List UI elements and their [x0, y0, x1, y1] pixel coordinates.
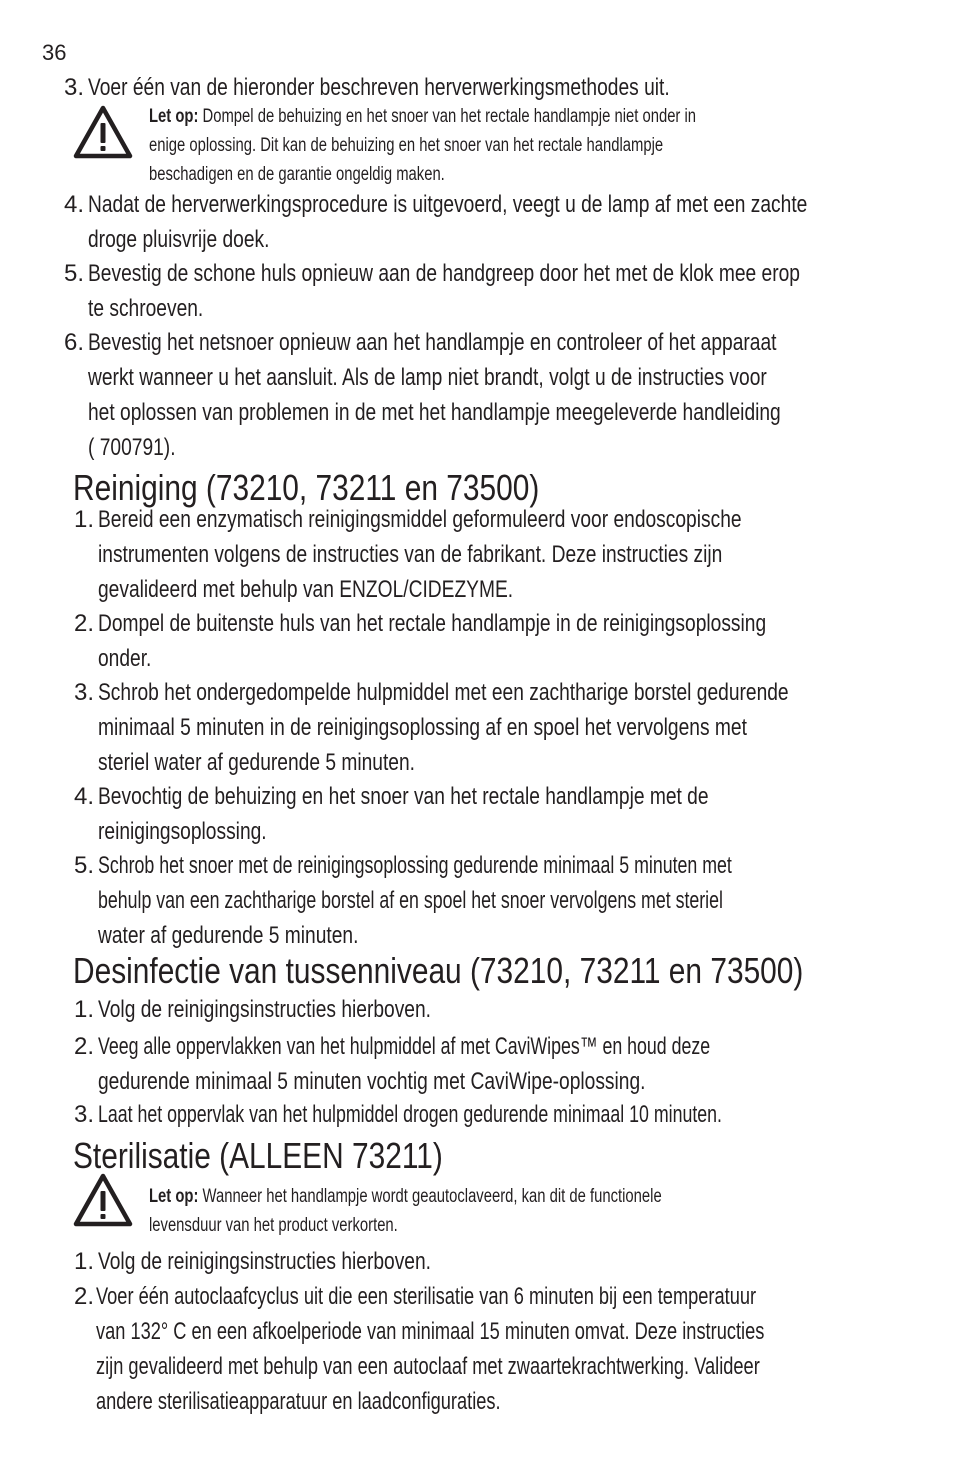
step-text: droge pluisvrije doek. — [88, 226, 270, 253]
step-number: 3. — [74, 679, 95, 706]
caution-text: enige oplossing. Dit kan de behuizing en het snoer van het rectale handlampje — [149, 135, 664, 156]
step-text: onder. — [98, 645, 152, 672]
caution-text: beschadigen en de garantie ongeldig maken. — [149, 164, 445, 185]
caution-text: Wanneer het handlampje wordt geautoclaveerd, kan dit de functionele — [202, 1186, 662, 1207]
step-text: werkt wanneer u het aansluit. Als de lamp niet brandt, volgt u de instructies voor — [88, 364, 767, 391]
step-text: Bereid een enzymatisch reinigingsmiddel geformuleerd voor endoscopische — [98, 506, 742, 533]
step-text: ( 700791). — [88, 434, 176, 461]
step-text: Bevochtig de behuizing en het snoer van het rectale handlampje met de — [98, 783, 709, 810]
step-text: Nadat de herverwerkingsprocedure is uitgevoerd, veegt u de lamp af met een zachte — [88, 191, 808, 218]
step-text: Voer één autoclaafcyclus uit die een sterilisatie van 6 minuten bij een temperatuur — [96, 1283, 757, 1310]
step-text: zijn gevalideerd met behulp van een autoclaaf met zwaartekrachtwerking. Valideer — [96, 1353, 760, 1380]
step-number: 2. — [74, 1033, 95, 1060]
step-text: Bevestig de schone huls opnieuw aan de handgreep door het met de klok mee erop — [88, 260, 800, 287]
step-number: 1. — [74, 1248, 95, 1275]
step-number: 4. — [64, 191, 85, 218]
step-text: Volg de reinigingsinstructies hierboven. — [98, 1248, 431, 1275]
step-text: Dompel de buitenste huls van het rectale handlampje in de reinigingsoplossing — [98, 610, 767, 637]
section-heading-disinfection: Desinfectie van tussenniveau (73210, 73211 en 73500) — [73, 950, 804, 991]
caution-label: Let op: — [149, 1186, 199, 1207]
step-text: Voer één van de hieronder beschreven herverwerkingsmethodes uit. — [88, 74, 670, 101]
step-number: 5. — [74, 852, 95, 879]
step-text: Bevestig het netsnoer opnieuw aan het handlampje en controleer of het apparaat — [88, 329, 777, 356]
step-text: minimaal 5 minuten in de reinigingsoplossing af en spoel het vervolgens met — [98, 714, 747, 741]
warning-icon — [72, 104, 134, 160]
step-number: 1. — [74, 996, 95, 1023]
step-text: Schrob het snoer met de reinigingsoplossing gedurende minimaal 5 minuten met — [98, 852, 732, 879]
step-number: 5. — [64, 260, 85, 287]
step-number: 2. — [74, 1283, 95, 1310]
step-text: Schrob het ondergedompelde hulpmiddel met een zachtharige borstel gedurende — [98, 679, 789, 706]
step-text: Laat het oppervlak van het hulpmiddel drogen gedurende minimaal 10 minuten. — [98, 1101, 722, 1128]
caution-note — [149, 102, 850, 189]
step-text: Volg de reinigingsinstructies hierboven. — [98, 996, 431, 1023]
step-number: 3. — [74, 1101, 95, 1128]
step-number: 3. — [64, 74, 85, 101]
step-number: 4. — [74, 783, 95, 810]
step-text: andere sterilisatieapparatuur en laadconfiguraties. — [96, 1388, 501, 1415]
caution-label: Let op: — [149, 106, 199, 127]
step-text: reinigingsoplossing. — [98, 818, 267, 845]
section-heading-cleaning: Reiniging (73210, 73211 en 73500) — [73, 467, 540, 508]
warning-icon — [72, 1172, 134, 1228]
step-text: gevalideerd met behulp van ENZOL/CIDEZYME. — [98, 576, 514, 603]
step-text: te schroeven. — [88, 295, 204, 322]
step-text: Veeg alle oppervlakken van het hulpmiddel af met CaviWipes™ en houd deze — [98, 1033, 711, 1060]
step-text: instrumenten volgens de instructies van de fabrikant. Deze instructies zijn — [98, 541, 723, 568]
step-text: steriel water af gedurende 5 minuten. — [98, 749, 415, 776]
step-number: 1. — [74, 506, 95, 533]
step-text: gedurende minimaal 5 minuten vochtig met CaviWipe-oplossing. — [98, 1068, 646, 1095]
section-heading-sterilization: Sterilisatie (ALLEEN 73211) — [73, 1135, 443, 1176]
page-number: 36 — [42, 40, 67, 65]
step-number: 2. — [74, 610, 95, 637]
step-text: van 132° C en een afkoelperiode van minimaal 15 minuten omvat. Deze instructies — [96, 1318, 765, 1345]
step-text: het oplossen van problemen in de met het handlampje meegeleverde handleiding — [88, 399, 781, 426]
step-text: water af gedurende 5 minuten. — [98, 922, 359, 949]
caution-note — [149, 1182, 806, 1240]
step-text: behulp van een zachtharige borstel af en spoel het snoer vervolgens met steriel — [98, 887, 723, 914]
caution-text: levensduur van het product verkorten. — [149, 1215, 398, 1236]
step-number: 6. — [64, 329, 85, 356]
caution-text: Dompel de behuizing en het snoer van het rectale handlampje niet onder in — [202, 106, 697, 127]
